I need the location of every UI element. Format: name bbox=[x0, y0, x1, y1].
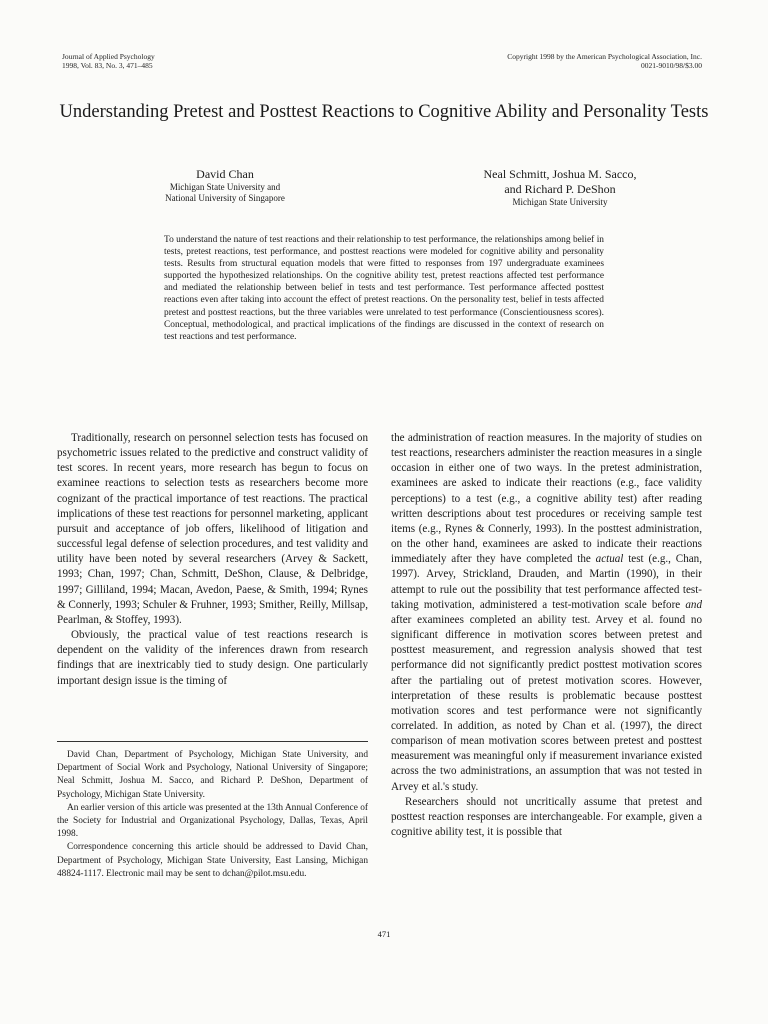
author-block-schmitt bbox=[440, 167, 680, 208]
page-number: 471 bbox=[377, 929, 391, 939]
copyright-notice bbox=[507, 52, 702, 70]
emphasis-and: and bbox=[685, 598, 702, 611]
footnote-presentation: An earlier version of this article was presented at the 13th Annual Conference of the Society for Industrial and Organizational Psychology, Dallas, Texas, April 1998. bbox=[57, 802, 368, 840]
body-paragraph: Traditionally, research on personnel selection tests has focused on psychometric issues related to the predictive and construct validity of test scores. In recent years, more research has begun to focus on examinee reactions to selection tests as researchers become more cognizant of the practical importance of test reactions. The practical implications of these test reactions for personnel marketing, applicant pursuit and acceptance of job offers, likelihood of litigation and successful legal defense of selection procedures, and test validity and utility have been noted by several researchers (Arvey & Sackett, 1993; Chan, 1997; Chan, Schmitt, DeShon, Clause, & Delbridge, 1997; Gilliland, 1994; Macan, Avedon, Paese, & Smith, 1994; Rynes & Connerly, 1993; Schuler & Fruhner, 1993; Smither, Reilly, Millsap, Pearlman, & Stoffey, 1993). bbox=[57, 432, 368, 626]
journal-name: Journal of Applied Psychology bbox=[62, 52, 155, 61]
author-name-continued: and Richard P. DeShon bbox=[504, 182, 616, 196]
emphasis-actual: actual bbox=[595, 553, 624, 566]
footnote-affiliations: David Chan, Department of Psychology, Michigan State University, and Department of Social Work and Psychology, National University of Singapore; Neal Schmitt, Joshua M. Sacco, and Richard P. DeShon, Department of Psychology, Michigan State University. bbox=[57, 750, 368, 800]
copyright-line: Copyright 1998 by the American Psychological Association, Inc. bbox=[507, 52, 702, 61]
article-title: Understanding Pretest and Posttest Reactions to Cognitive Ability and Personality Tests bbox=[59, 102, 709, 122]
author-name: Neal Schmitt, Joshua M. Sacco, bbox=[483, 167, 637, 181]
abstract: To understand the nature of test reactions and their relationship to test performance, the relationships among belief in tests, pretest reactions, test performance, and posttest reactions were modeled for cognitive ability and personality tests. Results from structural equation models that were fitted to responses from 197 undergraduate examinees supported the hypothesized relationships. On the cognitive ability test, pretest reactions affected test performance and mediated the relationship between belief in tests and test performance. Test performance affected posttest reactions even after taking into account the effect of pretest reactions. On the personality test, belief in tests affected pretest and posttest reactions, but the three variables were unrelated to test performance (Conscientiousness scores). Conceptual, methodological, and practical implications of the findings are discussed in the context of research on test reactions and test performance. bbox=[164, 235, 604, 342]
issn-line: 0021-9010/98/$3.00 bbox=[640, 61, 702, 70]
author-note bbox=[57, 741, 368, 881]
author-affiliation: Michigan State University bbox=[512, 197, 608, 207]
body-column-left bbox=[57, 431, 368, 689]
body-paragraph: Researchers should not uncritically assume that pretest and posttest reaction responses are interchangeable. For example, given a cognitive ability test, it is possible that bbox=[391, 795, 702, 839]
author-affiliation: National University of Singapore bbox=[165, 193, 285, 203]
journal-citation bbox=[62, 52, 155, 70]
body-paragraph: the administration of reaction measures. In the majority of studies on test reactions, researchers administer the reaction measures in a single occasion in either one of two ways. In the pretest administration, examinees are asked to indicate their reactions (e.g., face validity perceptions) to a test (e.g., a cognitive ability test) after reading written descriptions about test procedures or receiving sample test items (e.g., Rynes & Connerly, 1993). In the posttest administration, on the other hand, examinees are asked to indicate their reactions immediately after they have completed the actual test (e.g., Chan, 1997). Arvey, Strickland, Drauden, and Martin (1990), in their attempt to rule out the possibility that test performance affected test-taking motivation, administered a test-motivation scale before and after examinees completed an ability test. Arvey et al. found no significant difference in motivation scores between pretest and posttest measurement, and regression analysis showed that test performance did not significantly predict posttest motivation scores after the partialing out of pretest motivation scores. However, interpretation of these results is problematic because posttest motivation scores and test performance were not significantly correlated. In addition, as noted by Chan et al. (1997), the direct comparison of mean motivation scores between pretest and posttest measurement was meaningful only if measurement invariance existed across the two administrations, an assumption that was not tested in Arvey et al.'s study. bbox=[391, 432, 702, 793]
body-paragraph: Obviously, the practical value of test reactions research is dependent on the validity of the inferences drawn from research findings that are inextricably tied to study design. One particularly important design issue is the timing of bbox=[57, 629, 368, 687]
footnote-correspondence: Correspondence concerning this article should be addressed to David Chan, Department of Psychology, Michigan State University, East Lansing, Michigan 48824-1117. Electronic mail may be sent to dchan@pilot.msu.edu. bbox=[57, 842, 368, 879]
author-block-chan bbox=[125, 167, 325, 204]
author-affiliation: Michigan State University and bbox=[169, 182, 281, 192]
body-column-right bbox=[391, 431, 702, 840]
journal-volume: 1998, Vol. 83, No. 3, 471–485 bbox=[62, 61, 153, 70]
author-name: David Chan bbox=[196, 167, 254, 181]
